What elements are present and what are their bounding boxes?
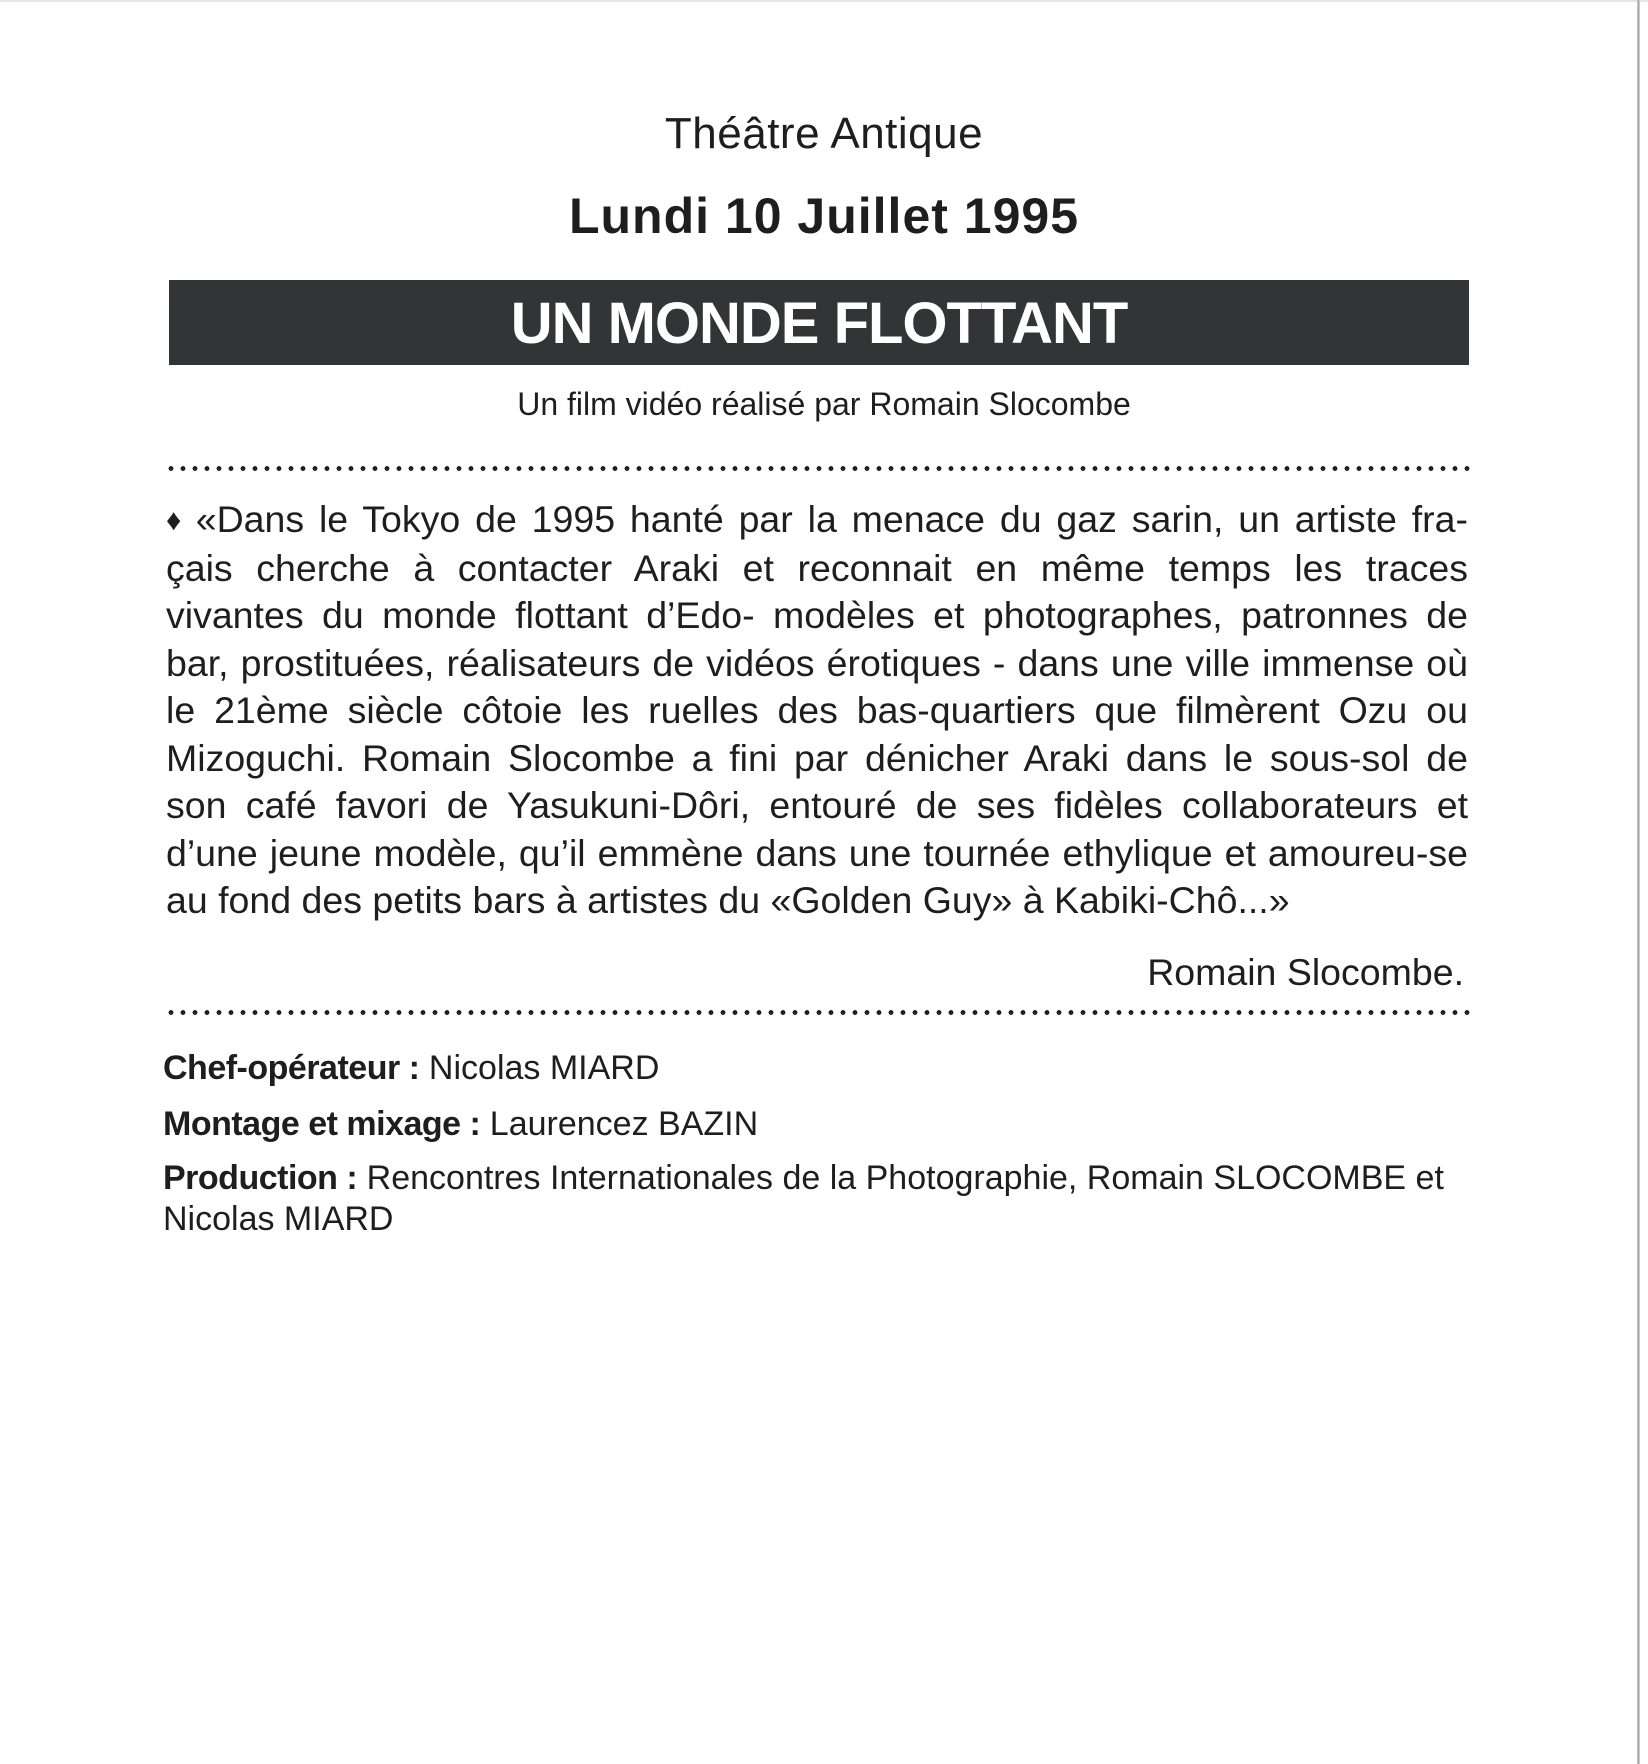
synopsis-paragraph (166, 496, 1468, 925)
film-title: UN MONDE FLOTTANT (510, 291, 1128, 356)
credits-block (163, 1046, 1468, 1240)
film-subtitle: Un film vidéo réalisé par Romain Slocombe (517, 386, 1131, 422)
diamond-bullet-icon: ♦ (166, 504, 186, 537)
credit-label: Chef-opérateur : (163, 1049, 420, 1087)
credit-value: Nicolas MIARD (428, 1049, 660, 1087)
dotted-divider-bottom (165, 1010, 1471, 1015)
page-right-edge (1637, 0, 1640, 1764)
synopsis-text: «Dans le Tokyo de 1995 hanté par la menace du gaz sarin, un artiste fra-çais cherche à contacter Araki et reconnait en même temps les traces vivantes du monde flottant d’Edo- modèles et photographes, patronnes de bar, prostituées, réalisateurs de vidéos érotiques - dans une ville immense où le 21ème siècle côtoie les ruelles des bas-quartiers que filmèrent Ozu ou Mizoguchi. Romain Slocombe a fini par dénicher Araki dans le sous-sol de son café favori de Yasukuni-Dôri, entouré de ses fidèles collaborateurs et d’une jeune modèle, qu’il emmène dans une tournée ethylique et amoureu-se au fond des petits bars à artistes du «Golden Guy» à Kabiki-Chô...» (166, 498, 1468, 921)
credit-value: Rencontres Internationales de la Photographie, Romain SLOCOMBE et Nicolas MIARD (163, 1159, 1444, 1238)
page-top-edge (0, 0, 1648, 2)
credit-cinematographer (163, 1046, 1468, 1090)
credit-label: Montage et mixage : (163, 1105, 481, 1143)
credit-editing (163, 1102, 1468, 1146)
venue-heading: Théâtre Antique (664, 109, 984, 158)
synopsis-signature: Romain Slocombe. (1147, 951, 1464, 993)
dotted-divider-top (165, 466, 1471, 471)
date-heading: Lundi 10 Juillet 1995 (568, 188, 1080, 244)
credit-label: Production : (163, 1159, 358, 1197)
credit-production (163, 1158, 1468, 1240)
credit-value: Laurencez BAZIN (489, 1105, 759, 1143)
